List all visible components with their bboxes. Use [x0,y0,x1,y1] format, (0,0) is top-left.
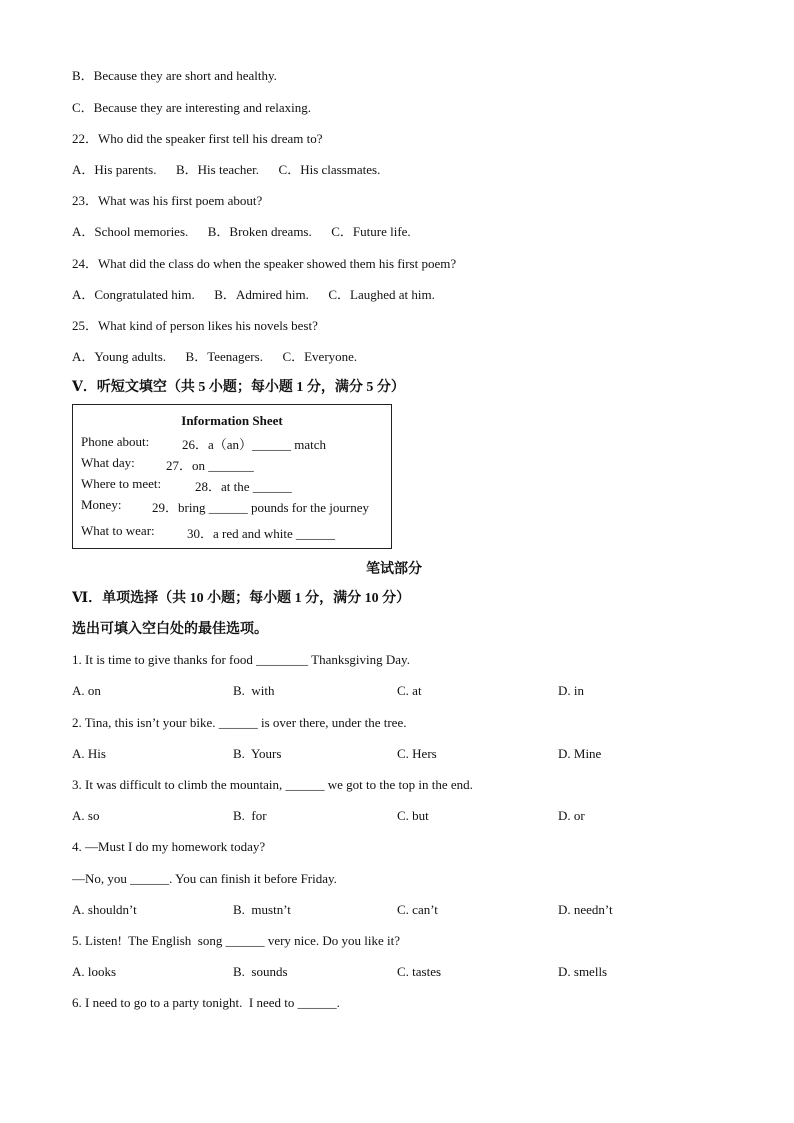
question-line: 6. I need to go to a party tonight. I need to ______. [72,995,340,1010]
section-heading: Ⅵ．单项选择（共 10 小题；每小题 1 分，满分 10 分） [72,591,411,606]
option-a: A. on [72,683,101,698]
option-d: D. needn’t [558,902,613,917]
option-c: C. but [397,808,429,823]
question-line: 3. It was difficult to climb the mountain, ______ we got to the top in the end. [72,777,473,792]
option-line: B．Because they are short and healthy. [72,68,277,83]
option-d: D. smells [558,964,608,979]
option-d: D. Mine [558,746,602,761]
option-a: A. shouldn’t [72,902,137,917]
question-line: 25．What kind of person likes his novels best? [72,318,318,333]
info-label: Money: [81,497,122,512]
option-c: C. can’t [397,902,438,917]
question-line: 24．What did the class do when the speaker showed them his first poem? [72,256,457,271]
written-part-heading: 笔试部分 [366,562,422,577]
section-heading: Ⅴ．听短文填空（共 5 小题；每小题 1 分，满分 5 分） [72,380,405,395]
option-d: D. in [558,683,584,698]
info-item: 30．a red and white ______ [187,526,336,541]
option-c: C. tastes [397,964,442,979]
info-label: What day: [81,455,135,470]
option-line: A．Young adults. B．Teenagers. C．Everyone. [72,349,358,364]
question-line: 5. Listen! The English song ______ very nice. Do you like it? [72,933,400,948]
info-item: 26．a（an）______ match [182,437,327,452]
option-d: D. or [558,808,585,823]
option-line: C．Because they are interesting and relaxing. [72,100,311,115]
option-c: C. Hers [397,746,437,761]
info-label: Where to meet: [81,476,162,491]
instruction: 选出可填入空白处的最佳选项。 [72,622,268,637]
question-line: 22．Who did the speaker first tell his dream to? [72,131,323,146]
option-c: C. at [397,683,422,698]
info-label: What to wear: [81,523,155,538]
info-label: Phone about: [81,434,150,449]
info-item: 29．bring ______ pounds for the journey [152,500,370,515]
information-sheet [72,404,392,549]
option-b: B. for [233,808,267,823]
question-line: 1. It is time to give thanks for food ________ Thanksgiving Day. [72,652,410,667]
option-line: A．School memories. B．Broken dreams. C．Future life. [72,224,411,239]
info-item: 27．on _______ [166,458,254,473]
option-b: B. sounds [233,964,288,979]
question-line: 23．What was his first poem about? [72,193,263,208]
option-b: B. Yours [233,746,282,761]
info-item: 28．at the ______ [195,479,292,494]
option-a: A. looks [72,964,117,979]
option-b: B. with [233,683,275,698]
question-line: —No, you ______. You can finish it before Friday. [72,871,337,886]
option-a: A. His [72,746,106,761]
option-a: A. so [72,808,100,823]
option-b: B. mustn’t [233,902,291,917]
question-line: 2. Tina, this isn’t your bike. ______ is over there, under the tree. [72,715,407,730]
option-line: A．Congratulated him. B．Admired him. C．Laughed at him. [72,287,435,302]
option-line: A．His parents. B．His teacher. C．His classmates. [72,162,381,177]
information-sheet-title: Information Sheet [181,413,283,428]
question-line: 4. —Must I do my homework today? [72,839,266,854]
